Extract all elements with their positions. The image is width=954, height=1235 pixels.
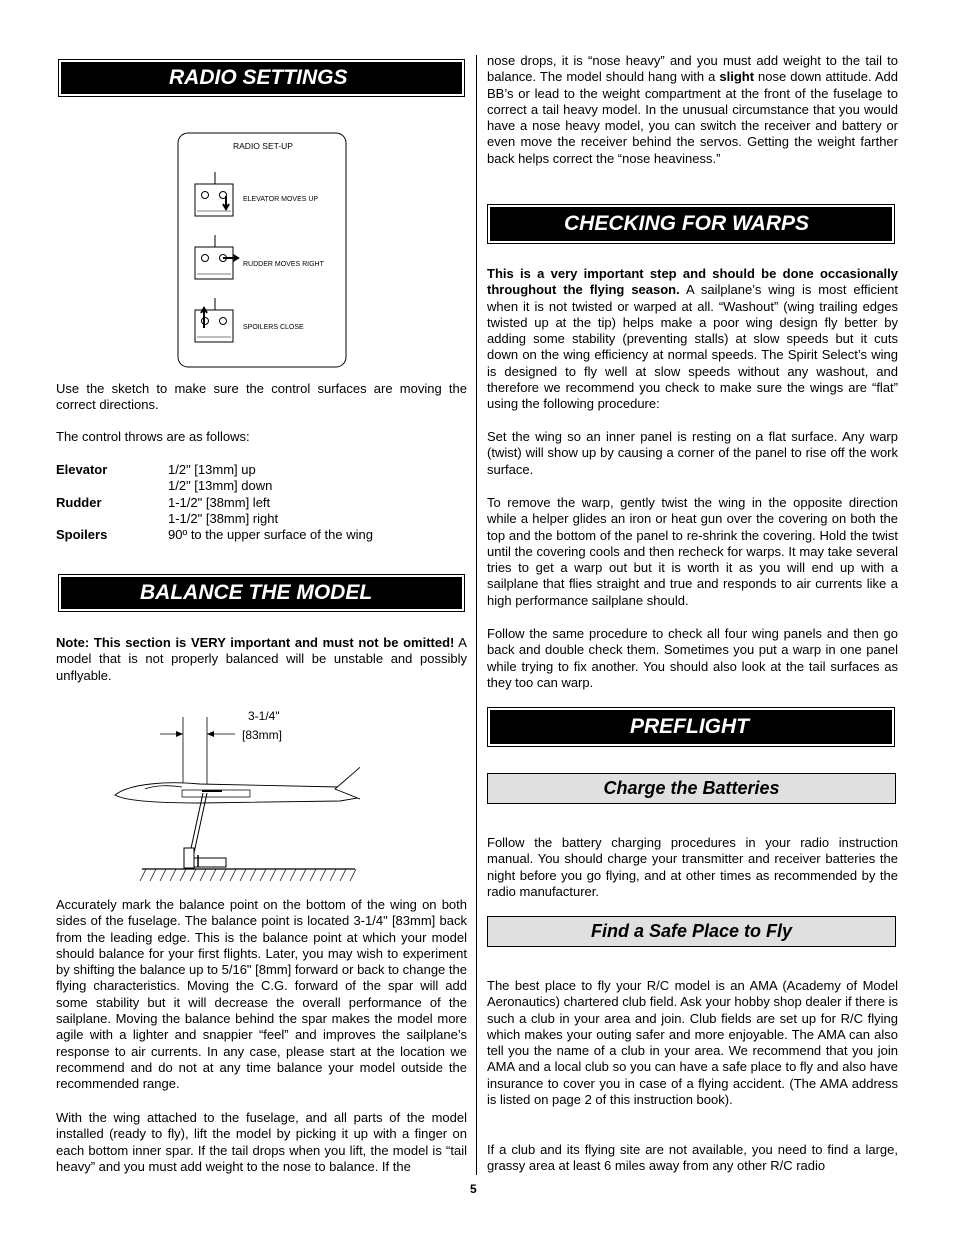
balance-note [56, 635, 467, 684]
throw-row-rudder [56, 495, 467, 511]
balance-continued [487, 53, 898, 167]
preflight-header [487, 707, 895, 747]
preflight-title: PREFLIGHT [630, 714, 749, 738]
charge-batteries-text: Follow the battery charging procedures in your radio instruction manual. You should charge your transmitter and receiver batteries the night before you go flying, and at other times as recommended by the radio manufacturer. [487, 835, 898, 899]
radio-settings-title: RADIO SETTINGS [169, 65, 348, 89]
elevator-label: ELEVATOR MOVES UP [243, 196, 319, 203]
balance-dim-2: [83mm] [242, 728, 283, 742]
throw-row-spoilers [56, 527, 467, 543]
throw-value: 1-1/2" [38mm] left [168, 494, 271, 510]
column-divider [476, 55, 477, 1175]
balance-header [58, 574, 465, 612]
balance-dim-1: 3-1/4" [248, 709, 280, 723]
throw-value: 1-1/2" [38mm] right [168, 510, 279, 526]
page-number: 5 [470, 1182, 477, 1196]
balance-note-bold: Note: This section is VERY important and must not be omitted! [56, 635, 455, 650]
throw-row-elevator [56, 462, 467, 478]
radio-settings-header [58, 59, 465, 97]
radio-para-2: The control throws are as follows: [56, 429, 250, 444]
throw-value: 90º to the upper surface of the wing [168, 527, 373, 543]
warps-para-1-rest: A sailplane’s wing is most efficient when it is not twisted or warped at all. “Washout” (wing trailing edges twisted up at the tip) helps make a poor wing design fly better by adding some stability (preventing stalls) at slow speeds but it cuts down on the wing efficiency at normal speeds. The Spirit Select’s wing is designed to fly well at slow speeds without any washout, and therefore we recommend you check to make sure the wings are “flat” using the following procedure: [487, 282, 898, 412]
throw-name: Rudder [56, 494, 102, 510]
spoilers-label: SPOILERS CLOSE [243, 324, 304, 331]
warps-header [487, 204, 895, 244]
warps-para-3: To remove the warp, gently twist the wing in the opposite direction while a helper glides an iron or heat gun over the covering on both the top and the bottom of the panel to re-shrink the covering. Hold the twist until the covering cools and then recheck for warps. It may take several tries to get a warp out but it is worth it as you will end up with a sailplane that flies straight and true and responds to air currents like a high performance sailplane should. [487, 495, 898, 608]
cont-bold: slight [719, 69, 755, 85]
radio-setup-title: RADIO SET-UP [233, 141, 293, 151]
cont-part-2: nose down attitude. Add BB’s or lead to the weight compartment at the front of the fuselage to correct a tail heavy model. In the unusual circumstance that you would have a nose heavy model, you can switch the receiver and battery or even move the receiver behind the servos. Getting the weight farther back helps correct the “nose heaviness.” [487, 69, 898, 166]
radio-para-1: Use the sketch to make sure the control surfaces are moving the correct directions. [56, 381, 467, 413]
warps-para-4: Follow the same procedure to check all four wing panels and then go back and double check them. Sometimes you put a warp in one panel while trying to fix another. You should also look at the tail surfaces as they too can warp. [487, 626, 898, 690]
balance-para-1: Accurately mark the balance point on the bottom of the wing on both sides of the fuselage. The balance point is located 3-1/4" [83mm] back from the leading edge. This is the balance point at which your model should balance for your first flights. Later, you may wish to experiment by shifting the balance up to 5/16" [8mm] forward or back to change the flying characteristics. Moving the C.G. forward of the spar will add some stability but it will decrease the overall performance of the sailplane. Moving the balance behind the spar makes the model more agile with a lighter and snappier “feel” and improves the sailplane’s response to air currents. In any case, please start at the location we recommend and do not at any time balance your model outside the recommended range. [56, 897, 467, 1092]
control-throws-table [56, 462, 467, 543]
warps-para-1 [487, 266, 898, 413]
charge-batteries-header: Charge the Batteries [487, 773, 896, 804]
balance-note-rest: A model that is not properly balanced will be unstable and possibly unflyable. [56, 635, 467, 683]
radio-setup-figure [175, 130, 350, 370]
safe-place-para-2: If a club and its flying site are not available, you need to find a large, grassy area at least 6 miles away from any other R/C radio [487, 1142, 898, 1174]
balance-title: BALANCE THE MODEL [140, 580, 373, 604]
throw-row-elevator-2 [56, 478, 467, 494]
balance-figure [110, 705, 360, 890]
safe-place-header: Find a Safe Place to Fly [487, 916, 896, 947]
warps-title: CHECKING FOR WARPS [564, 211, 810, 235]
throw-value: 1/2" [13mm] down [168, 478, 273, 494]
safe-place-para-1: The best place to fly your R/C model is an AMA (Academy of Model Aeronautics) chartered club field. Ask your hobby shop dealer if there is such a club in your area and join. Club fields are set up for R/C flying which makes your outing safer and more enjoyable. The AMA can also tell you the name of a club in your area. We recommend that you join AMA and a local club so you can have a safe place to fly and also have insurance to cover you in case of a flying accident. (The AMA address is listed on page 2 of this instruction book). [487, 978, 898, 1108]
rudder-label: RUDDER MOVES RIGHT [243, 261, 324, 268]
throw-row-rudder-2 [56, 511, 467, 527]
cont-part-1: nose drops, it is “nose heavy” and you must add weight to the tail to balance. The model should hang with a [487, 53, 898, 85]
balance-para-2: With the wing attached to the fuselage, and all parts of the model installed (ready to fly), lift the model by picking it up with a finger on each bottom inner spar. If the tail drops when you lift, the model is “tail heavy” and you must add weight to the nose to balance. If the [56, 1110, 467, 1174]
throw-value: 1/2" [13mm] up [168, 462, 256, 477]
throw-name: Spoilers [56, 527, 108, 543]
warps-para-1-bold: This is a very important step and should be done occasionally throughout the flying season. [487, 266, 898, 298]
warps-para-2: Set the wing so an inner panel is resting on a flat surface. Any warp (twist) will show up by causing a corner of the panel to rise off the work surface. [487, 429, 898, 477]
throw-name: Elevator [56, 462, 108, 477]
